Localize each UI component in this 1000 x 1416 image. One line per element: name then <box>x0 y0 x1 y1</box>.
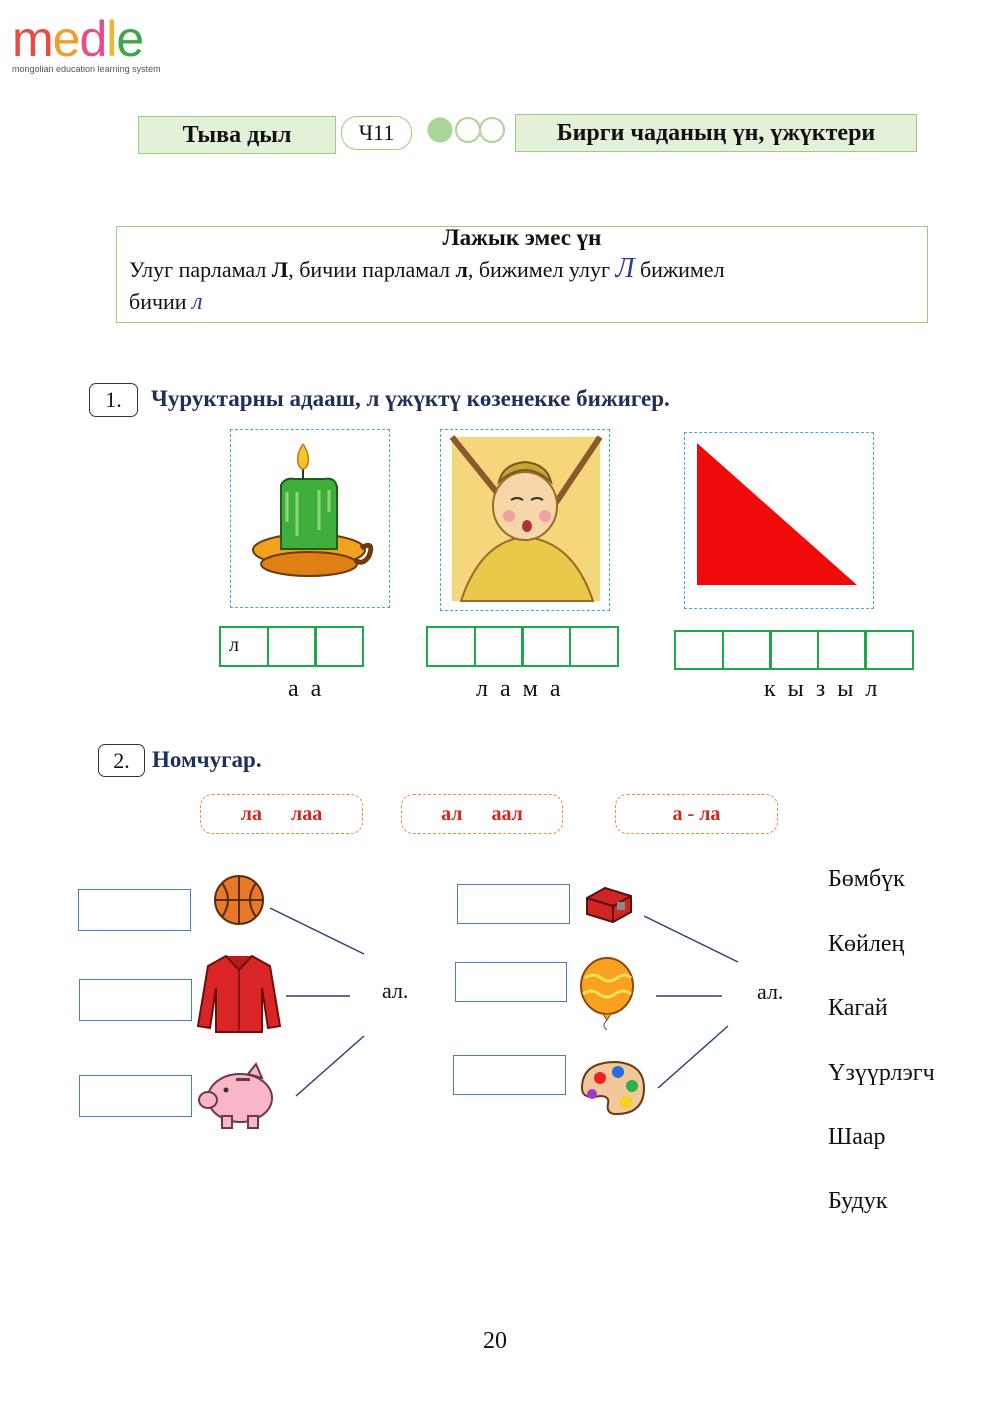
syllable-box: ла лаа <box>200 794 363 834</box>
suffix-left: ал. <box>382 978 409 1003</box>
rule-text: Улуг парламал <box>129 257 272 282</box>
balloon-icon <box>577 956 637 1030</box>
logo-word: medle <box>12 11 144 67</box>
rule-title: Лажык эмес үн <box>442 225 602 250</box>
letter-cell[interactable] <box>674 630 724 670</box>
rule-line-2 <box>129 289 203 316</box>
lama-icon <box>440 429 610 611</box>
circles-icon <box>426 116 508 144</box>
syllable-box: ал аал <box>401 794 563 834</box>
lesson-pill <box>341 116 412 150</box>
letter-cell[interactable] <box>817 630 867 670</box>
letter-cell[interactable] <box>864 630 914 670</box>
letter-cell[interactable] <box>722 630 772 670</box>
letter-cell[interactable] <box>769 630 819 670</box>
answer-box[interactable] <box>453 1055 566 1095</box>
vocab-word: Бөмбүк <box>828 866 905 892</box>
upper-script-letter: Л <box>615 253 635 284</box>
topic-label: Бирги чаданың үн, үжүктери <box>556 119 876 146</box>
task1-instruction: Чуруктарны адааш, л үжүктү көзенекке бижигер. <box>151 386 670 411</box>
logo-tagline: mongolian education learning system <box>12 64 161 74</box>
upper-print-letter: Л <box>271 257 289 282</box>
answer-box[interactable] <box>79 979 192 1021</box>
task2-number-label: 2. <box>113 747 130 773</box>
letter-cell[interactable] <box>267 626 317 667</box>
topic-box <box>515 114 917 152</box>
letter-cell[interactable] <box>569 626 619 667</box>
rule-box <box>116 226 928 323</box>
word-hint-2: л а м а <box>476 676 564 702</box>
word-hint-1: а а <box>288 676 325 702</box>
answer-box[interactable] <box>78 889 191 931</box>
basketball-icon <box>212 873 266 927</box>
answer-box[interactable] <box>79 1075 192 1117</box>
page-number: 20 <box>483 1328 507 1354</box>
lower-script-letter: л <box>192 289 203 315</box>
rule-text: бижимел <box>634 257 725 282</box>
answer-box[interactable] <box>457 884 570 924</box>
vocab-word: Үзүүрлэгч <box>828 1060 935 1086</box>
medle-logo <box>12 11 161 74</box>
vocab-word: Будук <box>828 1188 888 1214</box>
lower-print-letter: л <box>455 257 468 282</box>
task1-number <box>89 383 138 417</box>
word-hint-3: к ы з ы л <box>764 676 881 702</box>
answer-box[interactable] <box>455 962 567 1002</box>
word-cells-2 <box>426 626 619 667</box>
word-cells-3 <box>674 630 914 670</box>
eraser-icon <box>583 884 635 924</box>
word-cells-1 <box>219 626 364 667</box>
task2-number <box>98 744 145 777</box>
connector-lines-left <box>260 900 380 1100</box>
rule-text: бичии <box>129 289 193 314</box>
task1-number-label: 1. <box>105 387 122 412</box>
vocab-word: Көйлең <box>828 931 905 957</box>
vocab-word: Шаар <box>828 1124 886 1150</box>
rule-line-1 <box>129 253 725 285</box>
task2-instruction: Номчугар. <box>152 747 262 772</box>
suffix-right: ал. <box>757 979 784 1004</box>
candle-icon <box>230 429 390 608</box>
connector-lines-right <box>640 910 750 1100</box>
palette-icon <box>572 1058 646 1118</box>
letter-cell[interactable] <box>474 626 524 667</box>
letter-cell[interactable] <box>314 626 364 667</box>
lesson-label: Ч11 <box>358 120 395 145</box>
subject-label: Тыва дыл <box>182 121 292 148</box>
rule-text: , бичии парламал <box>288 257 456 282</box>
syllable-box: а - ла <box>615 794 778 834</box>
rule-text: , бижимел улуг <box>467 257 616 282</box>
letter-cell[interactable]: л <box>219 626 269 667</box>
letter-cell[interactable] <box>521 626 571 667</box>
subject-box <box>138 116 336 154</box>
red-triangle-icon <box>684 432 874 609</box>
vocab-word: Кагай <box>828 995 888 1021</box>
letter-cell[interactable] <box>426 626 476 667</box>
